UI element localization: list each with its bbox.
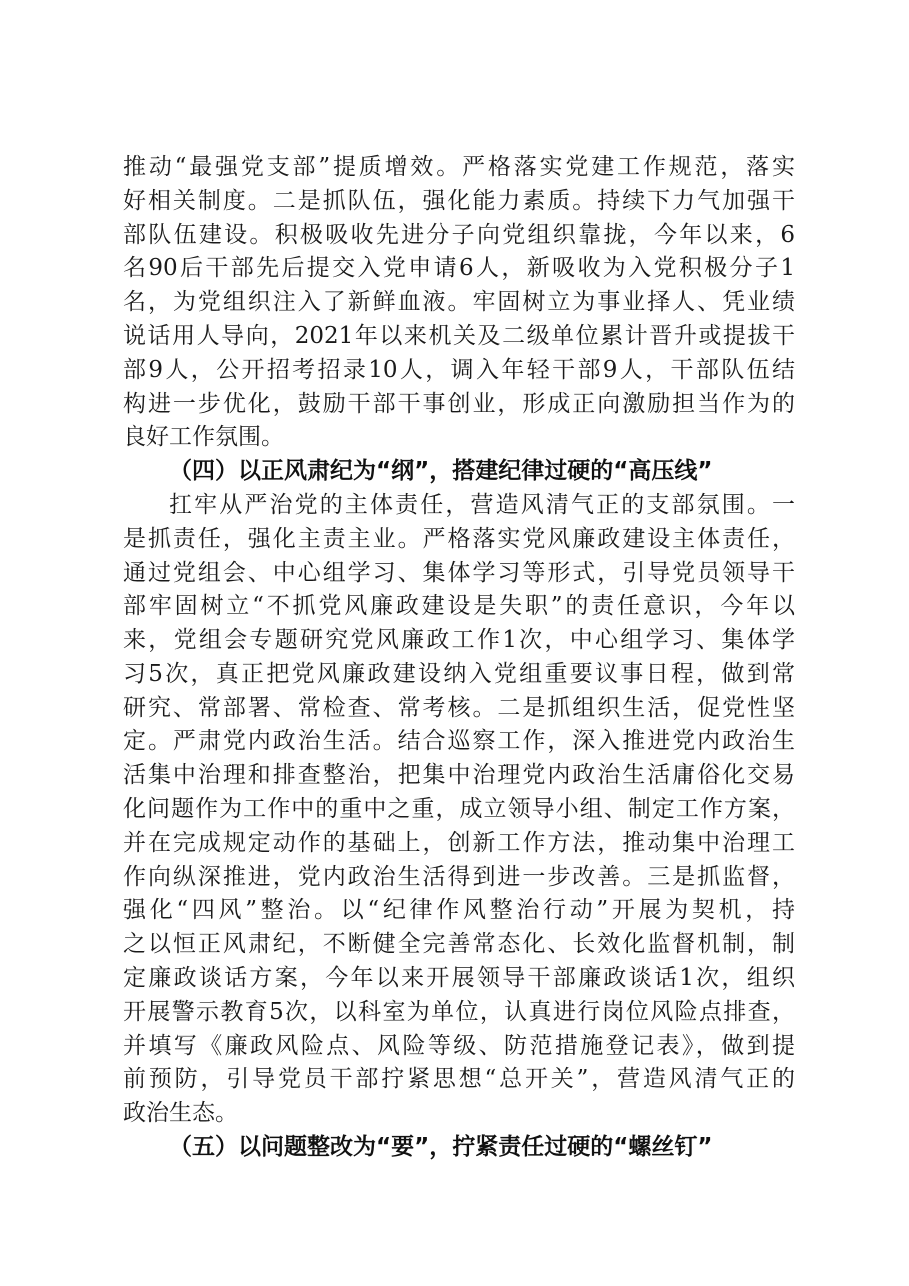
paragraph-2-line: 通过党组会、中心组学习、集体学习等形式，引导党员领导干: [123, 560, 795, 586]
paragraph-1-line: 部队伍建设。积极吸收先进分子向党组织靠拢，今年以来，6: [123, 222, 795, 248]
paragraph-2-line: 研究、常部署、常检查、常考核。二是抓组织生活，促党性坚: [123, 695, 795, 721]
paragraph-2-line: 来，党组会专题研究党风廉政工作1次，中心组学习、集体学: [123, 627, 795, 653]
paragraph-1-line: 构进一步优化，鼓励干部干事创业，形成正向激励担当作为的: [123, 391, 795, 417]
paragraph-2-line: 扛牢从严治党的主体责任，营造风清气正的支部氛围。一: [169, 492, 795, 518]
paragraph-1-line: 说话用人导向，2021年以来机关及二级单位累计晋升或提拔干: [123, 323, 795, 349]
paragraph-2-line: 并填写《廉政风险点、风险等级、防范措施登记表》，做到提: [123, 1033, 795, 1059]
paragraph-1-line: 推动“最强党支部”提质增效。严格落实党建工作规范，落实: [123, 154, 795, 180]
paragraph-2-line: 部牢固树立“不抓党风廉政建设是失职”的责任意识，今年以: [123, 593, 795, 619]
paragraph-2-line: 化问题作为工作中的重中之重，成立领导小组、制定工作方案，: [123, 796, 795, 822]
paragraph-2-line: 活集中治理和排查整治，把集中治理党内政治生活庸俗化交易: [123, 762, 795, 788]
paragraph-2-line: 强化“四风”整治。以“纪律作风整治行动”开展为契机，持: [123, 897, 795, 923]
paragraph-2-line: 政治生态。: [123, 1100, 238, 1126]
section-heading-5: （五）以问题整改为“要”，拧紧责任过硬的“螺丝钉”: [169, 1134, 713, 1160]
paragraph-2-line: 并在完成规定动作的基础上，创新工作方法，推动集中治理工: [123, 830, 795, 856]
paragraph-2-line: 定。严肃党内政治生活。结合巡察工作，深入推进党内政治生: [123, 728, 795, 754]
paragraph-1-line: 好相关制度。二是抓队伍，强化能力素质。持续下力气加强干: [123, 188, 795, 214]
section-heading-4: （四）以正风肃纪为“纲”，搭建纪律过硬的“高压线”: [169, 458, 713, 484]
paragraph-1-line: 良好工作氛围。: [123, 424, 284, 450]
paragraph-2-line: 习5次，真正把党风廉政建设纳入党组重要议事日程，做到常: [123, 661, 795, 687]
paragraph-2-line: 开展警示教育5次，以科室为单位，认真进行岗位风险点排查，: [123, 999, 795, 1025]
paragraph-2-line: 是抓责任，强化主责主业。严格落实党风廉政建设主体责任，: [123, 526, 795, 552]
paragraph-2-line: 前预防，引导党员干部拧紧思想“总开关”，营造风清气正的: [123, 1066, 795, 1092]
paragraph-1-line: 部9人，公开招考招录10人，调入年轻干部9人，干部队伍结: [123, 357, 795, 383]
paragraph-2-line: 作向纵深推进，党内政治生活得到进一步改善。三是抓监督，: [123, 864, 795, 890]
paragraph-2-line: 之以恒正风肃纪，不断健全完善常态化、长效化监督机制，制: [123, 931, 795, 957]
paragraph-1-line: 名，为党组织注入了新鲜血液。牢固树立为事业择人、凭业绩: [123, 289, 795, 315]
paragraph-1-line: 名90后干部先后提交入党申请6人，新吸收为入党积极分子1: [123, 255, 795, 281]
paragraph-2-line: 定廉政谈话方案，今年以来开展领导干部廉政谈话1次，组织: [123, 965, 795, 991]
